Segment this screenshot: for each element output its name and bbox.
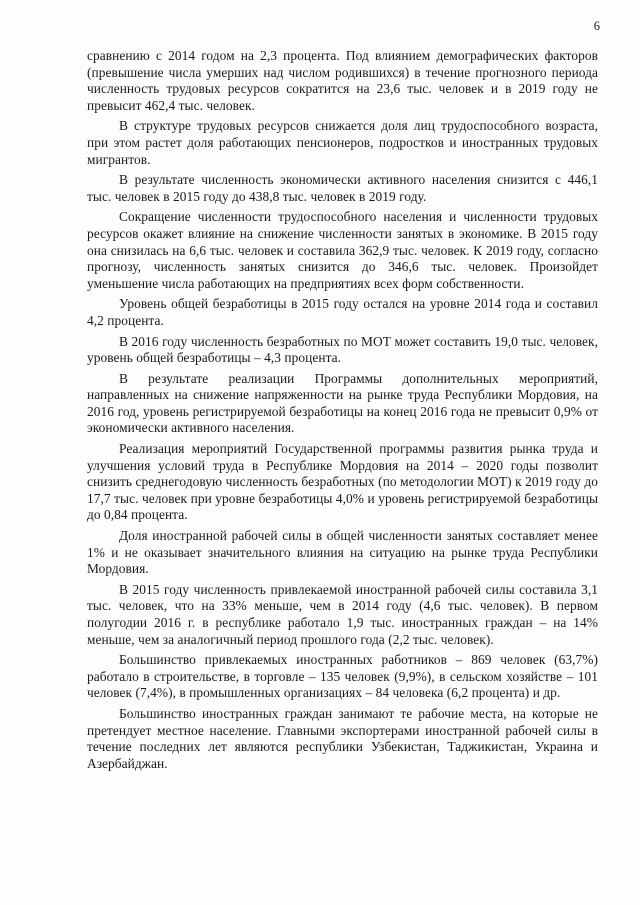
paragraph-program-results: В результате реализации Программы дополнительных мероприятий, направленных на снижение напряженности на рынке труда Республики Мордовия, на 2016 год, уровень регистрируемой безработицы на конец 2016 года не превысит 0,9% от экономически активного населения.: [87, 370, 598, 436]
paragraph-labor-resources-forecast: сравнению с 2014 годом на 2,3 процента. Под влиянием демографических факторов (превышение числа умерших над числом родившихся) в течение прогнозного периода численность трудовых ресурсов сократится на 23,6 тыс. человек и в 2019 году не превысит 462,4 тыс. человек.: [87, 48, 598, 113]
page-number: 6: [593, 19, 600, 33]
paragraph-foreign-workers-sectors: Большинство привлекаемых иностранных работников – 869 человек (63,7%) работало в строительстве, в торговле – 135 человек (9,9%), в сельском хозяйстве – 101 человек (7,4%), в промышленных организациях – 84 человека (6,2 процента) и др.: [87, 652, 598, 701]
paragraph-unemployment-2016: В 2016 году численность безработных по МОТ может составить 19,0 тыс. человек, уровень общей безработицы – 4,3 процента.: [87, 333, 598, 366]
paragraph-foreign-exporters: Большинство иностранных граждан занимают те рабочие места, на которые не претендует местное население. Главными экспортерами иностранной рабочей силы в течение последних лет являются республики Узбекистан, Таджикистан, Украина и Азербайджан.: [87, 705, 598, 771]
paragraph-employment-decline: Сокращение численности трудоспособного населения и численности трудовых ресурсов окажет влияние на снижение численности занятых в экономике. В 2015 году она снизилась на 6,6 тыс. человек и составила 362,9 тыс. человек. К 2019 году, согласно прогнозу, численность занятых снизится до 346,6 тыс. человек. Произойдет уменьшение числа работающих на предприятиях всех форм собственности.: [87, 209, 598, 291]
paragraph-foreign-labor-share: Доля иностранной рабочей силы в общей численности занятых составляет менее 1% и не оказывает значительного влияния на ситуацию на рынке труда Республики Мордовия.: [87, 528, 598, 577]
paragraph-state-program: Реализация мероприятий Государственной программы развития рынка труда и улучшения условий труда в Республике Мордовия на 2014 – 2020 годы позволит снизить среднегодовую численность безработных (по методологии МОТ) к 2019 году до 17,7 тыс. человек при уровне безработицы 4,0% и уровень регистрируемой безработицы до 0,84 процента.: [87, 441, 598, 523]
paragraph-foreign-labor-2015: В 2015 году численность привлекаемой иностранной рабочей силы составила 3,1 тыс. человек, что на 33% меньше, чем в 2014 году (4,6 тыс. человек). В первом полугодии 2016 г. в республике работало 1,9 тыс. иностранных граждан – на 14% меньше, чем за аналогичный период прошлого года (2,2 тыс. человек).: [87, 581, 598, 647]
paragraph-labor-structure: В структуре трудовых ресурсов снижается доля лиц трудоспособного возраста, при этом растет доля работающих пенсионеров, подростков и иностранных трудовых мигрантов.: [87, 118, 598, 167]
paragraph-active-population: В результате численность экономически активного населения снизится с 446,1 тыс. человек в 2015 году до 438,8 тыс. человек в 2019 году.: [87, 172, 598, 204]
document-body: [87, 48, 598, 772]
paragraph-unemployment-2015: Уровень общей безработицы в 2015 году остался на уровне 2014 года и составил 4,2 процента.: [87, 296, 598, 328]
